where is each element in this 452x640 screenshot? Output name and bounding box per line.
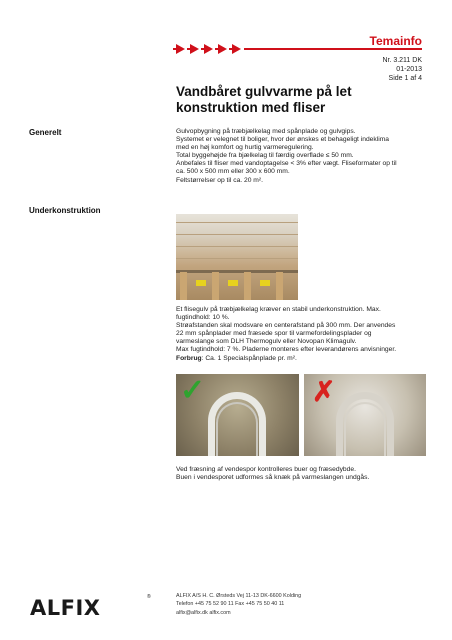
body-line: Gulvopbygning på træbjælkelag med spånplade og gulvgips. [176,128,356,135]
correct-milling-photo [176,374,299,456]
section-label-underkonstruktion: Underkonstruktion [29,206,101,215]
series-label: Temainfo [369,34,422,48]
header-rule [244,48,422,50]
document-number: Nr. 3.211 DK [382,57,422,64]
caption-line: Ved fræsning af vendespor kontrolleres buer og fræsedybde. [176,466,356,473]
footer-phone: Telefon +45 75 52 90 11 Fax +45 75 50 40 11 [176,601,285,608]
body-line: Total byggehøjde fra bjælkelag til færdig overflade ≤ 50 mm. [176,152,354,160]
photo-caption [176,466,426,482]
body-line: Anbefales til fliser med vandoptagelse < 3% efter vægt. Fliseformater op til [176,160,397,168]
body-line: Strøafstanden skal modsvare en centerafstand på 300 mm. Der anvendes [176,322,396,330]
body-line: Et flisegulv på træbjælkelag kræver en stabil underkonstruktion. Max. [176,306,381,313]
wrong-milling-photo [304,374,426,456]
registered-mark: ® [147,594,151,600]
cross-icon: ✗ [312,376,336,407]
alfix-logo: ALFIX [30,596,101,620]
document-meta [382,56,422,83]
footer-contact [176,592,301,617]
body-line: 22 mm spånplader med fræsede spor til varmefordelingsplader og [176,330,372,338]
header-arrows [176,44,246,54]
section-label-generelt: Generelt [29,128,62,137]
body-line: Max fugtindhold: 7 %. Pladerne monteres efter leverandørens anvisninger. [176,346,397,354]
body-line: med en høj komfort og hurtig varmeregulering. [176,144,314,152]
body-line: fugtindhold: 10 %. [176,314,230,322]
body-line: Feltstørrelser op til ca. 20 m². [176,176,263,184]
footer-email: alfix@alfix.dk alfix.com [176,609,231,616]
body-line: ca. 500 x 500 mm eller 300 x 600 mm. [176,168,290,176]
section-body-generelt [176,128,426,185]
body-line: varmeslange som DLH Thermogulv eller Novopan Klimagulv. [176,338,357,346]
page-indicator: Side 1 af 4 [388,75,422,82]
forbrug-line [176,355,426,363]
subfloor-photo [176,214,298,300]
body-line: Systemet er velegnet til boliger, hvor der ønskes et behageligt indeklima [176,136,389,144]
caption-line: Buen i vendesporet udformes så knæk på varmeslangen undgås. [176,474,370,482]
document-date: 01-2013 [396,66,422,73]
page-title: Vandbåret gulvvarme på let konstruktion med fliser [176,84,352,115]
section-body-underkonstruktion [176,306,426,363]
footer-address: ALFIX A/S H. C. Ørsteds Vej 11-13 DK-6600 Kolding [176,593,302,599]
checkmark-icon: ✓ [180,374,206,407]
forbrug-text: : Ca. 1 Specialspånplade pr. m². [201,354,297,362]
forbrug-label: Forbrug [176,354,202,362]
